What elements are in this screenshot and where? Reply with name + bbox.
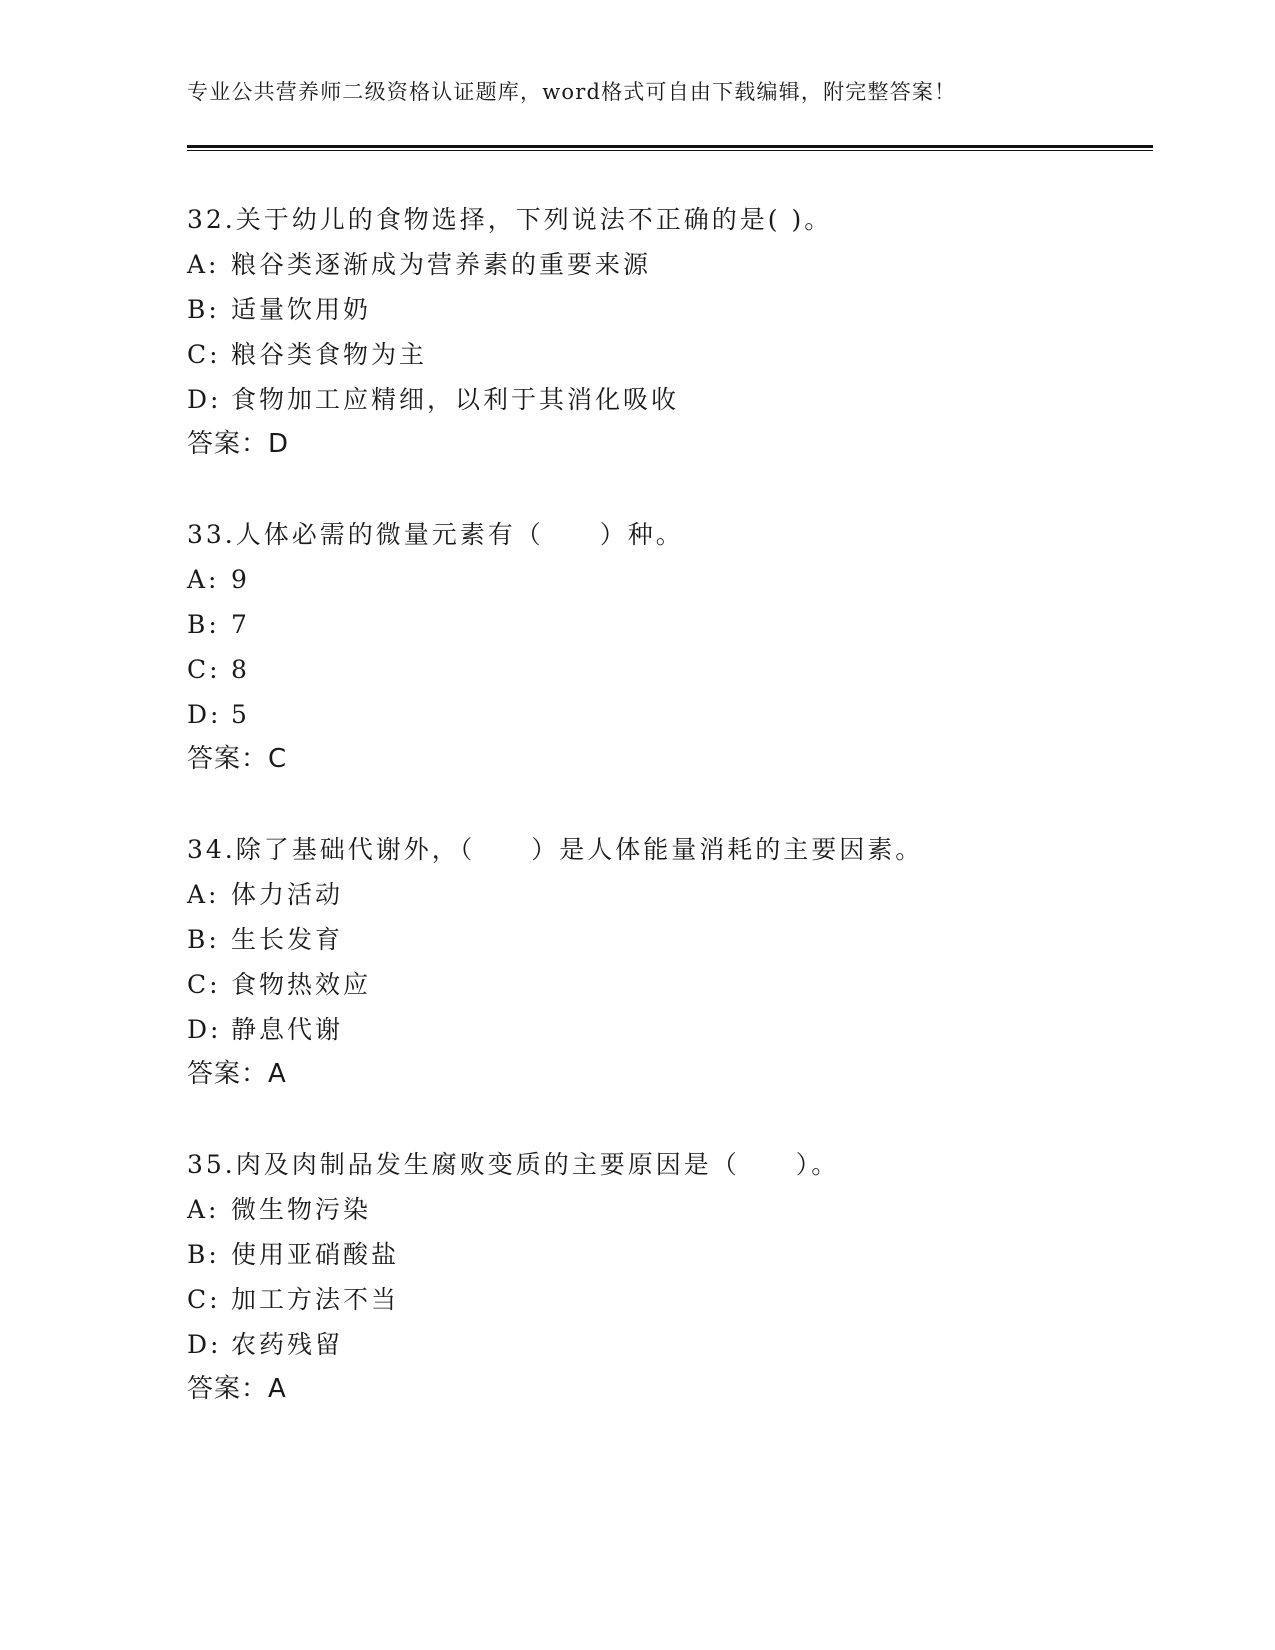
header-rule	[187, 145, 1153, 148]
option-d: D: 静息代谢	[187, 1015, 344, 1044]
question-stem: 34.除了基础代谢外，（ ）是人体能量消耗的主要因素。	[187, 835, 924, 864]
option-d: D: 农药残留	[187, 1330, 344, 1359]
option-b: B: 使用亚硝酸盐	[187, 1240, 400, 1269]
question-block	[187, 827, 1167, 1097]
question-block	[187, 1142, 1167, 1412]
option-a: A: 粮谷类逐渐成为营养素的重要来源	[187, 250, 652, 279]
header-rule-thin	[187, 150, 1153, 151]
page-header: 专业公共营养师二级资格认证题库，word格式可自由下载编辑，附完整答案！	[187, 80, 957, 104]
option-a: A: 9	[187, 565, 250, 594]
option-c: C: 加工方法不当	[187, 1285, 400, 1314]
option-b: B: 生长发育	[187, 925, 344, 954]
option-d: D: 食物加工应精细，以利于其消化吸收	[187, 385, 680, 414]
answer-line: 答案：D	[187, 429, 290, 459]
option-b: B: 7	[187, 610, 250, 639]
question-block	[187, 512, 1167, 782]
option-a: A: 微生物污染	[187, 1195, 372, 1224]
option-a: A: 体力活动	[187, 880, 344, 909]
question-block	[187, 197, 1167, 467]
question-stem: 33.人体必需的微量元素有（ ）种。	[187, 520, 684, 549]
option-c: C: 8	[187, 655, 250, 684]
answer-line: 答案：A	[187, 1059, 287, 1089]
option-b: B: 适量饮用奶	[187, 295, 372, 324]
option-c: C: 粮谷类食物为主	[187, 340, 428, 369]
option-d: D: 5	[187, 700, 250, 729]
answer-line: 答案：A	[187, 1374, 287, 1404]
answer-line: 答案：C	[187, 744, 288, 774]
question-stem: 35.肉及肉制品发生腐败变质的主要原因是（ ）。	[187, 1150, 840, 1179]
question-stem: 32.关于幼儿的食物选择，下列说法不正确的是( )。	[187, 205, 833, 234]
option-c: C: 食物热效应	[187, 970, 372, 999]
